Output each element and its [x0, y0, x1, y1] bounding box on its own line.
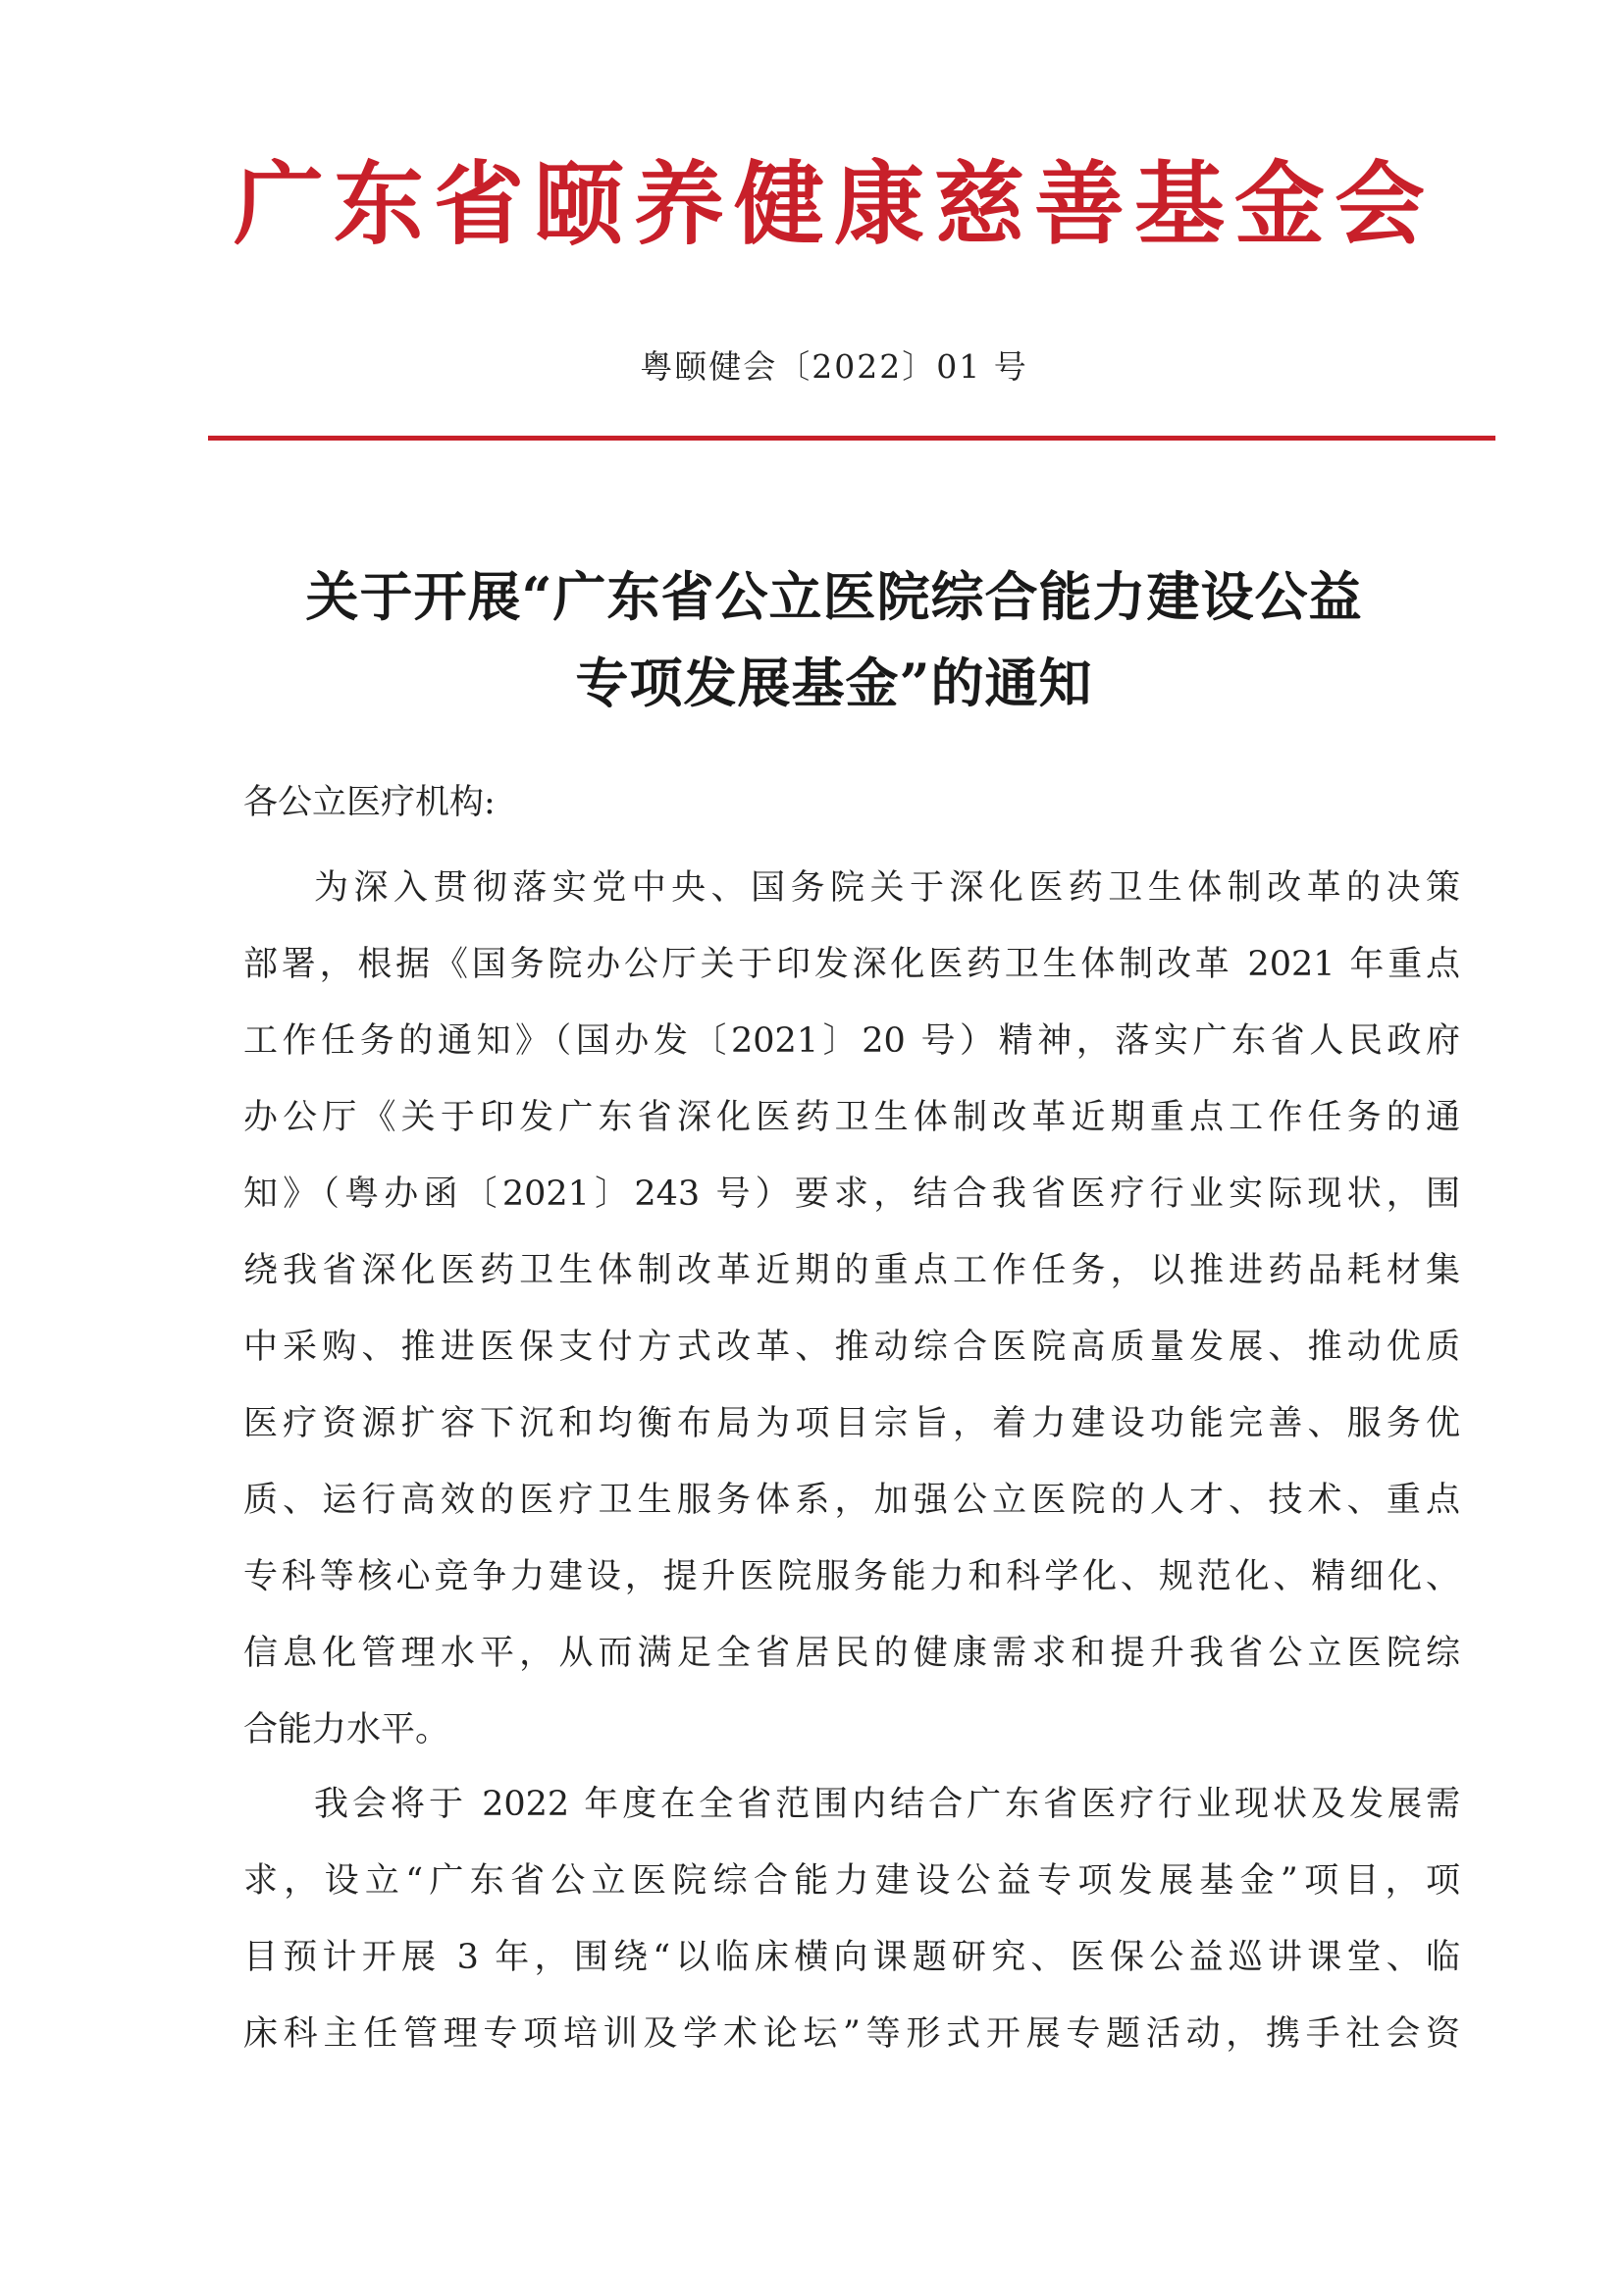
letterhead-red-divider — [208, 436, 1495, 441]
paragraph-line: 部署，根据《国务院办公厅关于印发深化医药卫生体制改革 2021 年重点 — [243, 945, 1460, 984]
paragraph-line: 我会将于 2022 年度在全省范围内结合广东省医疗行业现状及发展需 — [314, 1785, 1460, 1824]
paragraph-line: 医疗资源扩容下沉和均衡布局为项目宗旨，着力建设功能完善、服务优 — [243, 1404, 1460, 1443]
paragraph-line: 专科等核心竞争力建设，提升医院服务能力和科学化、规范化、精细化、 — [243, 1557, 1460, 1596]
organization-letterhead-title: 广东省颐养健康慈善基金会 — [233, 151, 1435, 257]
body-paragraph-2 — [243, 1766, 1460, 2072]
salutation: 各公立医疗机构: — [243, 783, 496, 822]
paragraph-line: 质、运行高效的医疗卫生服务体系，加强公立医院的人才、技术、重点 — [243, 1481, 1460, 1520]
paragraph-line: 合能力水平。 — [243, 1710, 450, 1749]
notice-title — [216, 553, 1452, 726]
paragraph-line: 信息化管理水平，从而满足全省居民的健康需求和提升我省公立医院综 — [243, 1634, 1460, 1673]
paragraph-line: 目预计开展 3 年，围绕“以临床横向课题研究、医保公益巡讲课堂、临 — [243, 1938, 1460, 1977]
paragraph-line: 床科主任管理专项培训及学术论坛”等形式开展专题活动，携手社会资 — [243, 2014, 1460, 2054]
notice-title-line: 专项发展基金”的通知 — [575, 652, 1093, 714]
document-number: 粤颐健会〔2022〕01 号 — [640, 347, 1028, 386]
paragraph-line: 办公厅《关于印发广东省深化医药卫生体制改革近期重点工作任务的通 — [243, 1098, 1460, 1137]
body-paragraph-1 — [243, 850, 1460, 1768]
paragraph-line: 求，设立“广东省公立医院综合能力建设公益专项发展基金”项目，项 — [243, 1861, 1460, 1901]
paragraph-line: 工作任务的通知》（国办发〔2021〕20 号）精神，落实广东省人民政府 — [243, 1021, 1460, 1061]
paragraph-line: 绕我省深化医药卫生体制改革近期的重点工作任务，以推进药品耗材集 — [243, 1251, 1460, 1290]
paragraph-line: 为深入贯彻落实党中央、国务院关于深化医药卫生体制改革的决策 — [314, 868, 1460, 908]
paragraph-line: 知》（粤办函〔2021〕243 号）要求，结合我省医疗行业实际现状，围 — [243, 1174, 1460, 1214]
notice-title-line: 关于开展“广东省公立医院综合能力建设公益 — [305, 565, 1363, 628]
paragraph-line: 中采购、推进医保支付方式改革、推动综合医院高质量发展、推动优质 — [243, 1328, 1460, 1367]
